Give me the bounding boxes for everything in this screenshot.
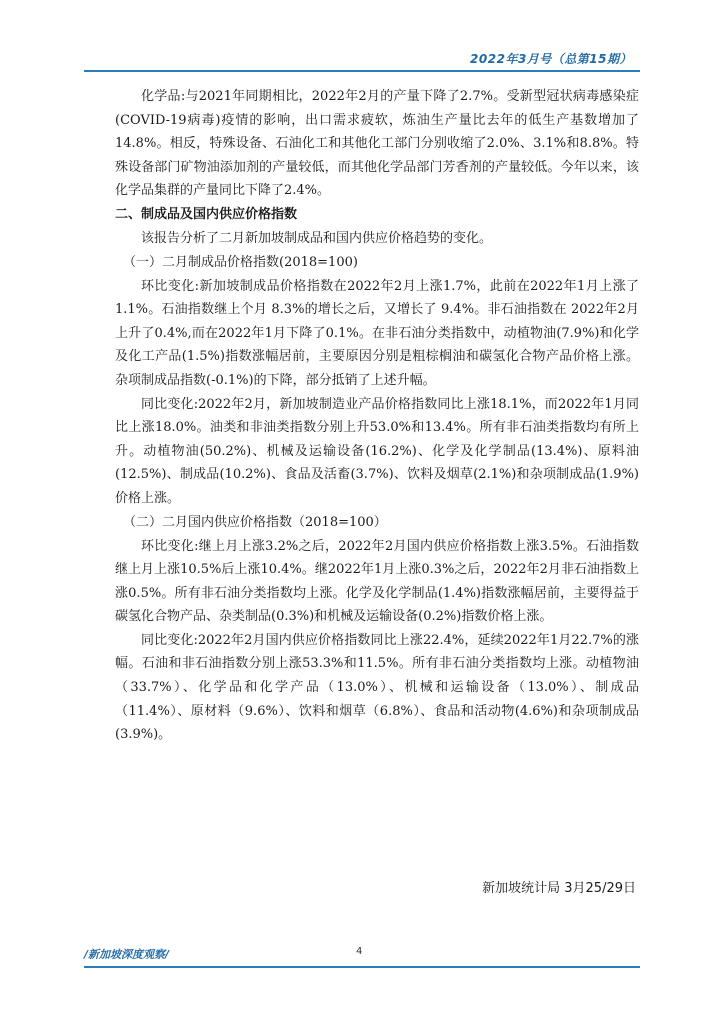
paragraph-chemicals: 化学品:与2021年同期相比，2022年2月的产量下降了2.7%。受新型冠状病毒感染症(COVID-19病毒)疫情的影响，出口需求疲软，炼油生产量比去年的低生产基数增加了14.8%。相反，特殊设备、石油化工和其他化工部门分别收缩了2.0%、3.1%和8.8%。特殊设备部门矿物油添加剂的产量较低，而其他化学品部门芳香剂的产量较低。今年以来，该化学品集群的产量同比下降了2.4%。 [115, 89, 639, 199]
paragraph-manufactured-yoy: 同比变化:2022年2月，新加坡制造业产品价格指数同比上涨18.1%，而2022年1月同比上涨18.0%。油类和非油类指数分别上升53.0%和13.4%。所有非石油类指数均有所上升。动植物油(50.2%)、机械及运输设备(16.2%)、化学及化学制品(13.4%)、原料油(12.5%)、制成品(10.2%)、食品及活畜(3.7%)、饮料及烟草(2.1%)和杂项制成品(1.9%)价格上涨。 [115, 396, 639, 506]
article-body [115, 85, 639, 747]
page-number: 4 [356, 946, 363, 957]
subsection-heading-domestic: （二）二月国内供应价格指数（2018=100） [123, 514, 387, 530]
paragraph-manufactured-mom: 环比变化:新加坡制成品价格指数在2022年2月上涨1.7%，此前在2022年1月上涨了 1.1%。石油指数继上个月 8.3%的增长之后，又增长了 9.4%。非石油指数在 2022年2月上升了0.4%,而在2022年1月下降了0.1%。在非石油分类指数中，动植物油(7.9%)和化学及化工产品(1.5%)指数涨幅居前，主要原因分别是粗棕榈油和碳氢化合物产品价格上涨。杂项制成品指数(-0.1%)的下降，部分抵销了上述升幅。 [115, 278, 639, 388]
section-heading: 二、制成品及国内供应价格指数 [115, 206, 298, 222]
footer-divider [84, 966, 640, 968]
subsection-heading-manufactured: （一）二月制成品价格指数(2018=100) [123, 254, 358, 270]
section-intro: 该报告分析了二月新加坡制成品和国内供应价格趋势的变化。 [141, 230, 493, 246]
footer-brand: /新加坡深度观察/ [84, 948, 170, 961]
header-divider [84, 70, 640, 72]
issue-header: 2022年3月号（总第15期） [470, 52, 632, 66]
paragraph-domestic-yoy: 同比变化:2022年2月国内供应价格指数同比上涨22.4%，延续2022年1月22.7%的涨幅。石油和非石油指数分别上涨53.3%和11.5%。所有非石油分类指数均上涨。动植物油（33.7%）、化学品和化学产品（13.0%）、机械和运输设备（13.0%）、制成品（11.4%）、原材料（9.6%）、饮料和烟草（6.8%）、食品和活动物(4.6%)和杂项制成品(3.9%)。 [115, 632, 639, 743]
source-signature: 新加坡统计局 3月25/29日 [482, 881, 636, 896]
paragraph-domestic-mom: 环比变化:继上月上涨3.2%之后，2022年2月国内供应价格指数上涨3.5%。石油指数继上月上涨10.5%后上涨10.4%。继2022年1月上涨0.3%之后，2022年2月非石油指数上涨0.5%。所有非石油分类指数均上涨。化学及化学制品(1.4%)指数涨幅居前，主要得益于碳氢化合物产品、杂类制品(0.3%)和机械及运输设备(0.2%)指数价格上涨。 [115, 538, 639, 625]
